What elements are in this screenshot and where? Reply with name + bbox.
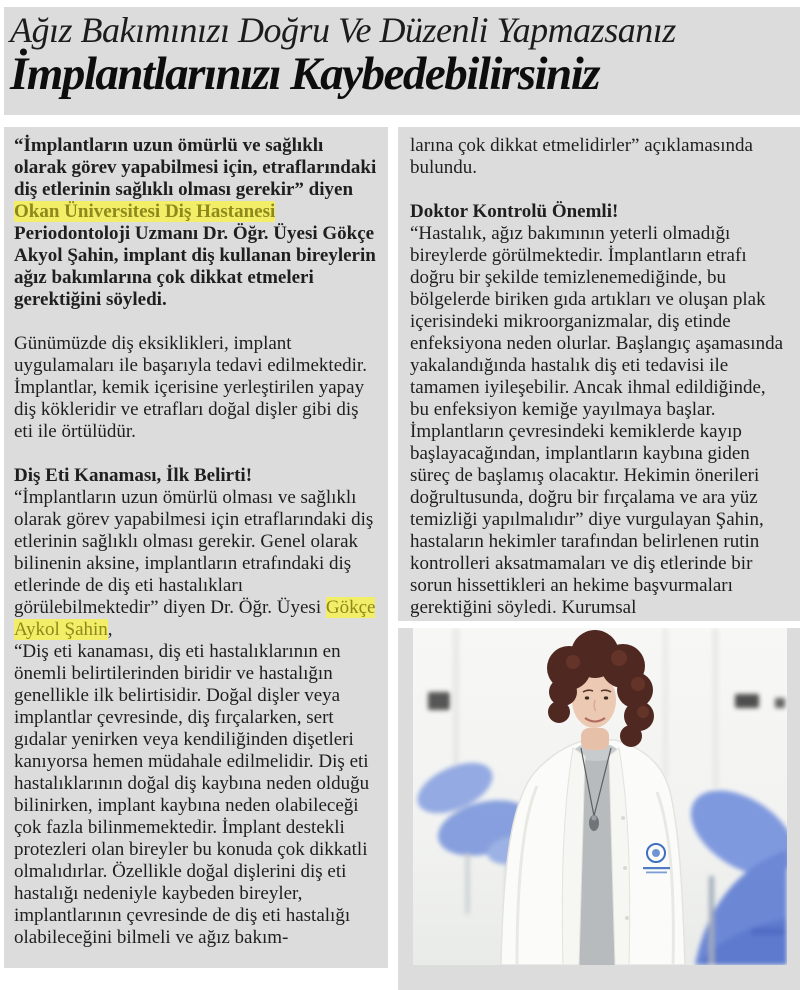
intro-paragraph <box>14 135 378 311</box>
body-paragraph-3: “Diş eti kanaması, diş eti hastalıklarının en önemli belirtilerinden biridir ve hastalığın genellikle ilk belirtisidir. Doğal dişler veya implantlar çevresinde, diş fırçalarken, sert gıdalar yenirken veya kendiliğinden dişetleri kanıyorsa hemen müdahale edilmelidir. Diş eti hastalıklarının doğal diş kaybına neden olduğu bilinirken, implant kaybına neden olabileceği çok fazla bilinmemektedir. İmplant destekli protezleri olan bireyler bu konuda çok dikkatli olmalıdırlar. Özellikle doğal dişlerini diş eti hastalığı nedeniyle kaybeden bireyler, implantlarının çevresinde de diş eti hastalığı olabileceğini bilmeli ve ağız bakım- <box>14 641 370 948</box>
article-column-right <box>398 127 800 621</box>
highlighted-text: Okan Üniversitesi Diş Hastanesi <box>14 201 276 222</box>
headline-block <box>4 7 800 115</box>
monitor-right <box>735 694 759 708</box>
body-paragraph-4: larına çok dikkat etmelidirler” açıklamasında bulundu. <box>410 135 753 178</box>
headline-title: İmplantlarınızı Kaybedebilirsiniz <box>10 48 600 101</box>
photo-frame <box>398 628 800 990</box>
subheading-bleeding-first-sign: Diş Eti Kanaması, İlk Belirti! <box>14 465 253 486</box>
text-segment: “İmplantların uzun ömürlü ve sağlıklı olarak görev yapabilmesi için, etraflarındaki diş etlerinin sağlıklı olması gerekir” diyen <box>14 135 377 200</box>
text-segment: ağız bakımlarına çok dikkat etmeleri gerektiğini söyledi. <box>14 267 314 310</box>
body-paragraph-1: Günümüzde diş eksiklikleri, implant uygulamaları ile başarıyla tedavi edilmektedir. İmplantlar, kemik içerisine yerleştirilen yapay diş kökleridir ve etrafları doğal dişler gibi diş eti ile örtülüdür. <box>14 333 367 442</box>
body-paragraph-5: “Hastalık, ağız bakımının yeterli olmadığı bireylerde görülmektedir. İmplantların etrafı doğru bir şekilde temizlenemediğinde, bu bölgelerde biriken gıda artıkları ve oluşan plak içerisindeki mikroorganizmalar, diş etinde enfeksiyona neden olurlar. Başlangıç aşamasında yakalandığında hastalık diş eti tedavisi ile tamamen iyileşebilir. Ancak ihmal edildiğinde, bu enfeksiyon kemiğe yayılmaya başlar. İmplantların çevresindeki kemiklerde kayıp başlayacağından, implantların kaybına giden süreç de başlamış olacaktır. Hekimin önerileri doğrultusunda, doğru bir fırçalama ve ara yüz temizliği yapılmalıdır” diye vurgulayan Şahin, hastaların hekimler tarafından belirlenen rutin kontrolleri aksatmamaları ve diş etlerinde bir sorun hissettikleri an hekime başvurmaları gerektiğini söyledi. Kurumsal <box>410 223 784 618</box>
headline-kicker: Ağız Bakımınızı Doğru Ve Düzenli Yapmazsanız <box>10 10 676 50</box>
article-column-left <box>4 127 388 968</box>
body-paragraph-2 <box>14 487 378 641</box>
text-segment: , <box>107 619 113 640</box>
subheading-doctor-checkup: Doktor Kontrolü Önemli! <box>410 201 619 222</box>
doctor-photo-illustration <box>413 628 787 965</box>
monitor-left <box>428 692 450 710</box>
doctor-photo <box>413 628 787 965</box>
text-segment: Periodontoloji Uzmanı Dr. Öğr. Üyesi Gökçe Akyol Şahin, implant diş kullanan bireylerin <box>14 223 376 266</box>
text-segment: “İmplantların uzun ömürlü olması ve sağlıklı olarak görev yapabilmesi için etraflarındaki diş etlerinin sağlıklı olması gerekir. Genel olarak bilinenin aksine, implantların etrafındaki diş etlerinde de diş eti hastalıkları görülebilmektedir” diyen Dr. Öğr. Üyesi <box>14 487 374 618</box>
highlighted-text: Gökçe Aykol Şahin <box>14 597 376 640</box>
